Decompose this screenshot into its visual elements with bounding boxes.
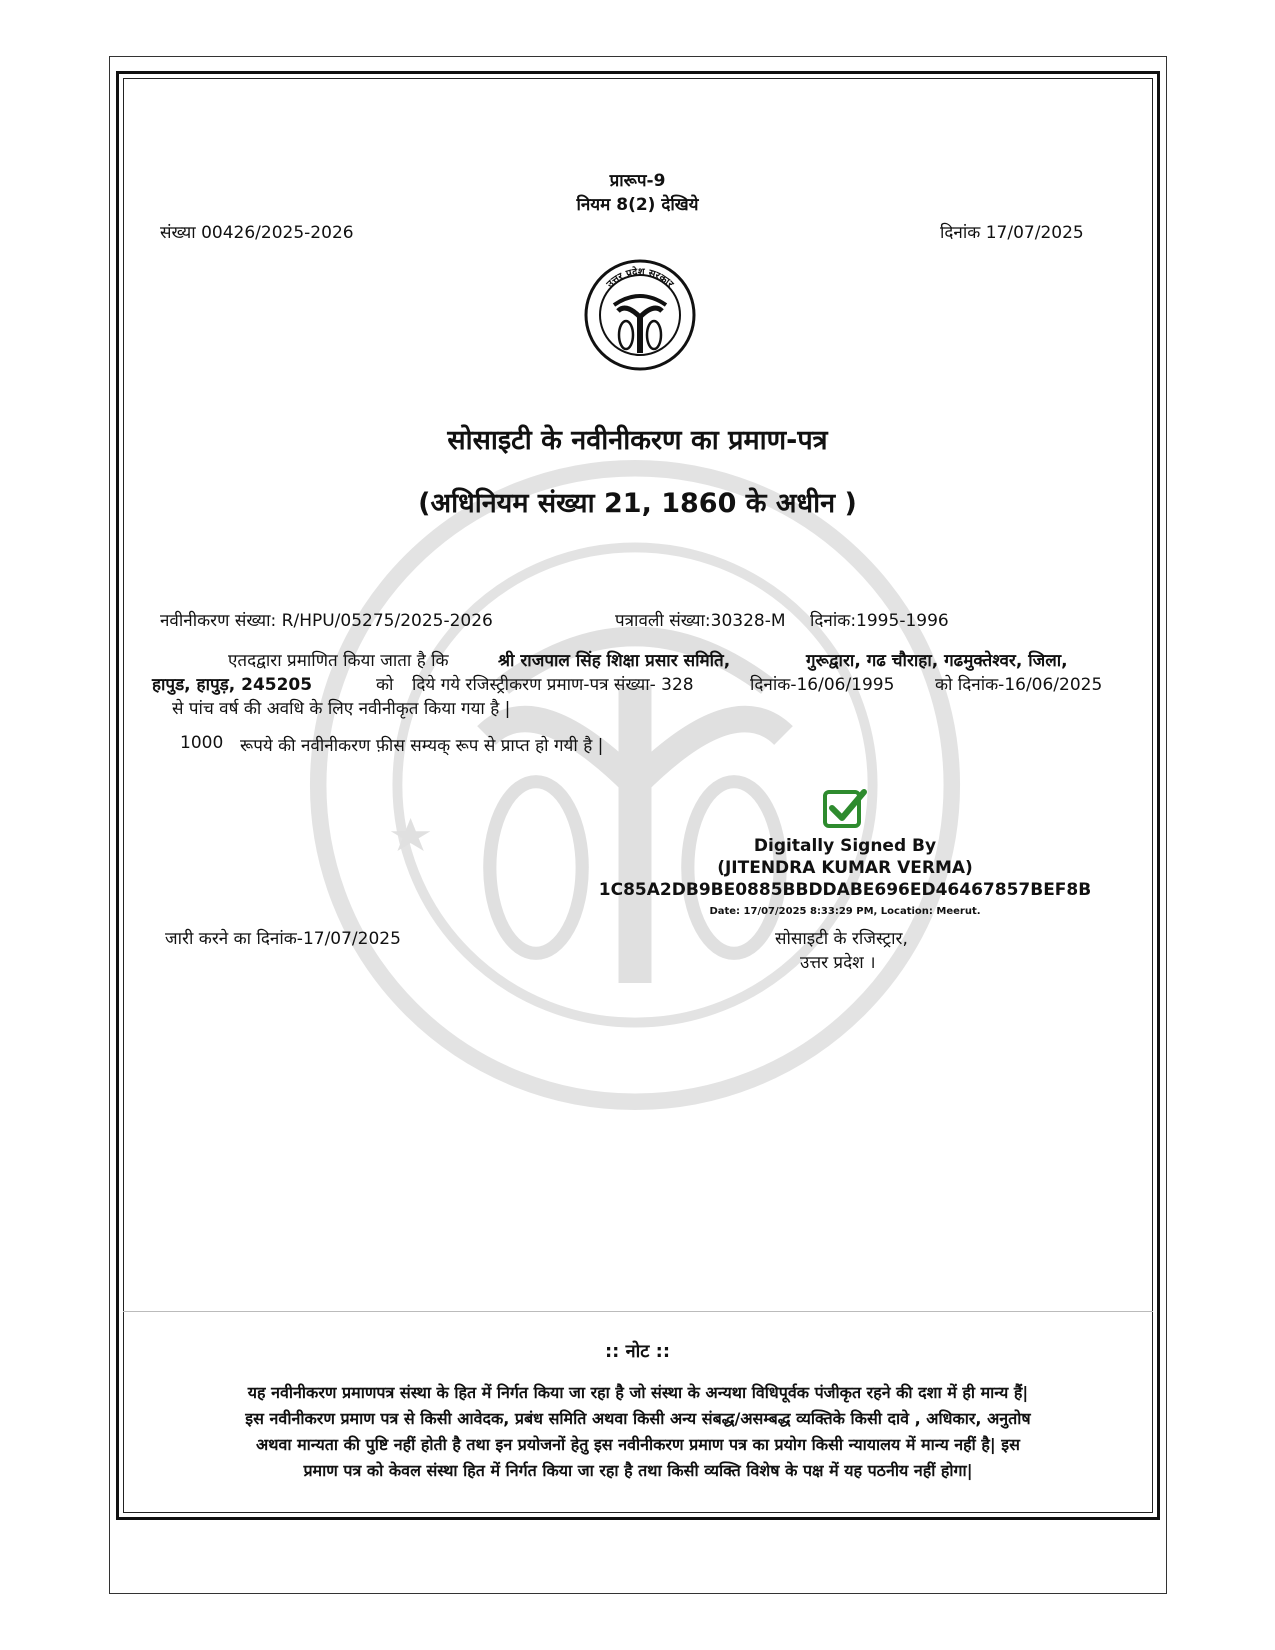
signature-hash: 1C85A2DB9BE0885BBDDABE696ED46467857BEF8B xyxy=(598,880,1092,900)
note-heading: :: नोट :: xyxy=(604,1341,671,1362)
signature-label: Digitally Signed By xyxy=(753,836,937,856)
registrar-title: सोसाइटी के रजिस्ट्रार, xyxy=(775,929,908,949)
renewal-from-date: को दिनांक-16/06/2025 xyxy=(935,675,1103,695)
society-address-1: गुरूद्वारा, गढ चौराहा, गढमुक्तेश्वर, जिला, xyxy=(806,651,1068,671)
svg-text:उत्तर प्रदेश सरकार: उत्तर प्रदेश सरकार xyxy=(604,266,676,291)
header-date: दिनांक 17/07/2025 xyxy=(940,223,1084,243)
check-icon xyxy=(822,786,868,830)
form-number: प्रारूप-9 xyxy=(609,171,666,191)
body-ko: को xyxy=(376,675,394,695)
signer-name: (JITENDRA KUMAR VERMA) xyxy=(717,858,973,878)
fee-text: रूपये की नवीनीकरण फ़ीस सम्यक् रूप से प्राप्त हो गयी है | xyxy=(240,736,604,756)
issue-date: जारी करने का दिनांक-17/07/2025 xyxy=(165,929,401,949)
file-number: पत्रावली संख्या:30328-M xyxy=(615,611,786,631)
note-line-1: यह नवीनीकरण प्रमाणपत्र संस्था के हित में निर्गत किया जा रहा है जो संस्था के अन्यथा विधिपूर्वक पंजीकृत रहने की दशा में ही मान्य हैं| xyxy=(247,1383,1029,1402)
registrar-state: उत्तर प्रदेश । xyxy=(800,953,876,973)
registration-year: दिनांक:1995-1996 xyxy=(810,611,949,631)
note-line-4: प्रमाण पत्र को केवल संस्था हित में निर्गत किया जा रहा है तथा किसी व्यक्ति विशेष के पक्ष में यह पठनीय नहीं होगा| xyxy=(303,1461,973,1480)
certificate-title: सोसाइटी के नवीनीकरण का प्रमाण-पत्र xyxy=(447,425,828,456)
note-line-3: अथवा मान्यता की पुष्टि नहीं होती है तथा इन प्रयोजनों हेतु इस नवीनीकरण प्रमाण पत्र का प्रयोग किसी न्यायालय में मान्य नहीं है| इस xyxy=(256,1435,1020,1454)
renewal-period: से पांच वर्ष की अवधि के लिए नवीनीकृत किया गया है | xyxy=(172,699,511,719)
society-address-2: हापुड, हापुड़, 245205 xyxy=(152,675,313,695)
up-govt-emblem-icon xyxy=(582,255,698,379)
renewal-number: नवीनीकरण संख्या: R/HPU/05275/2025-2026 xyxy=(160,611,493,631)
fee-amount: 1000 xyxy=(180,733,224,753)
signature-meta: Date: 17/07/2025 8:33:29 PM, Location: Meerut. xyxy=(709,906,981,917)
note-divider xyxy=(123,1311,1153,1312)
act-reference: (अधिनियम संख्या 21, 1860 के अधीन ) xyxy=(418,488,857,519)
registration-certificate: दिये गये रजिस्ट्रीकरण प्रमाण-पत्र संख्या- 328 xyxy=(412,675,694,695)
emblem-watermark xyxy=(305,455,965,1115)
note-line-2: इस नवीनीकरण प्रमाण पत्र से किसी आवेदक, प्रबंध समिति अथवा किसी अन्य संबद्ध/असम्बद्ध व्यक्तिके किसी दावे , अधिकार, अनुतोष xyxy=(245,1409,1031,1428)
body-intro: एतदद्वारा प्रमाणित किया जाता है कि xyxy=(228,651,449,671)
rule-reference: नियम 8(2) देखिये xyxy=(576,195,699,215)
society-name: श्री राजपाल सिंह शिक्षा प्रसार समिति, xyxy=(498,651,731,671)
serial-number: संख्या 00426/2025-2026 xyxy=(160,223,354,243)
registration-date: दिनांक-16/06/1995 xyxy=(750,675,895,695)
